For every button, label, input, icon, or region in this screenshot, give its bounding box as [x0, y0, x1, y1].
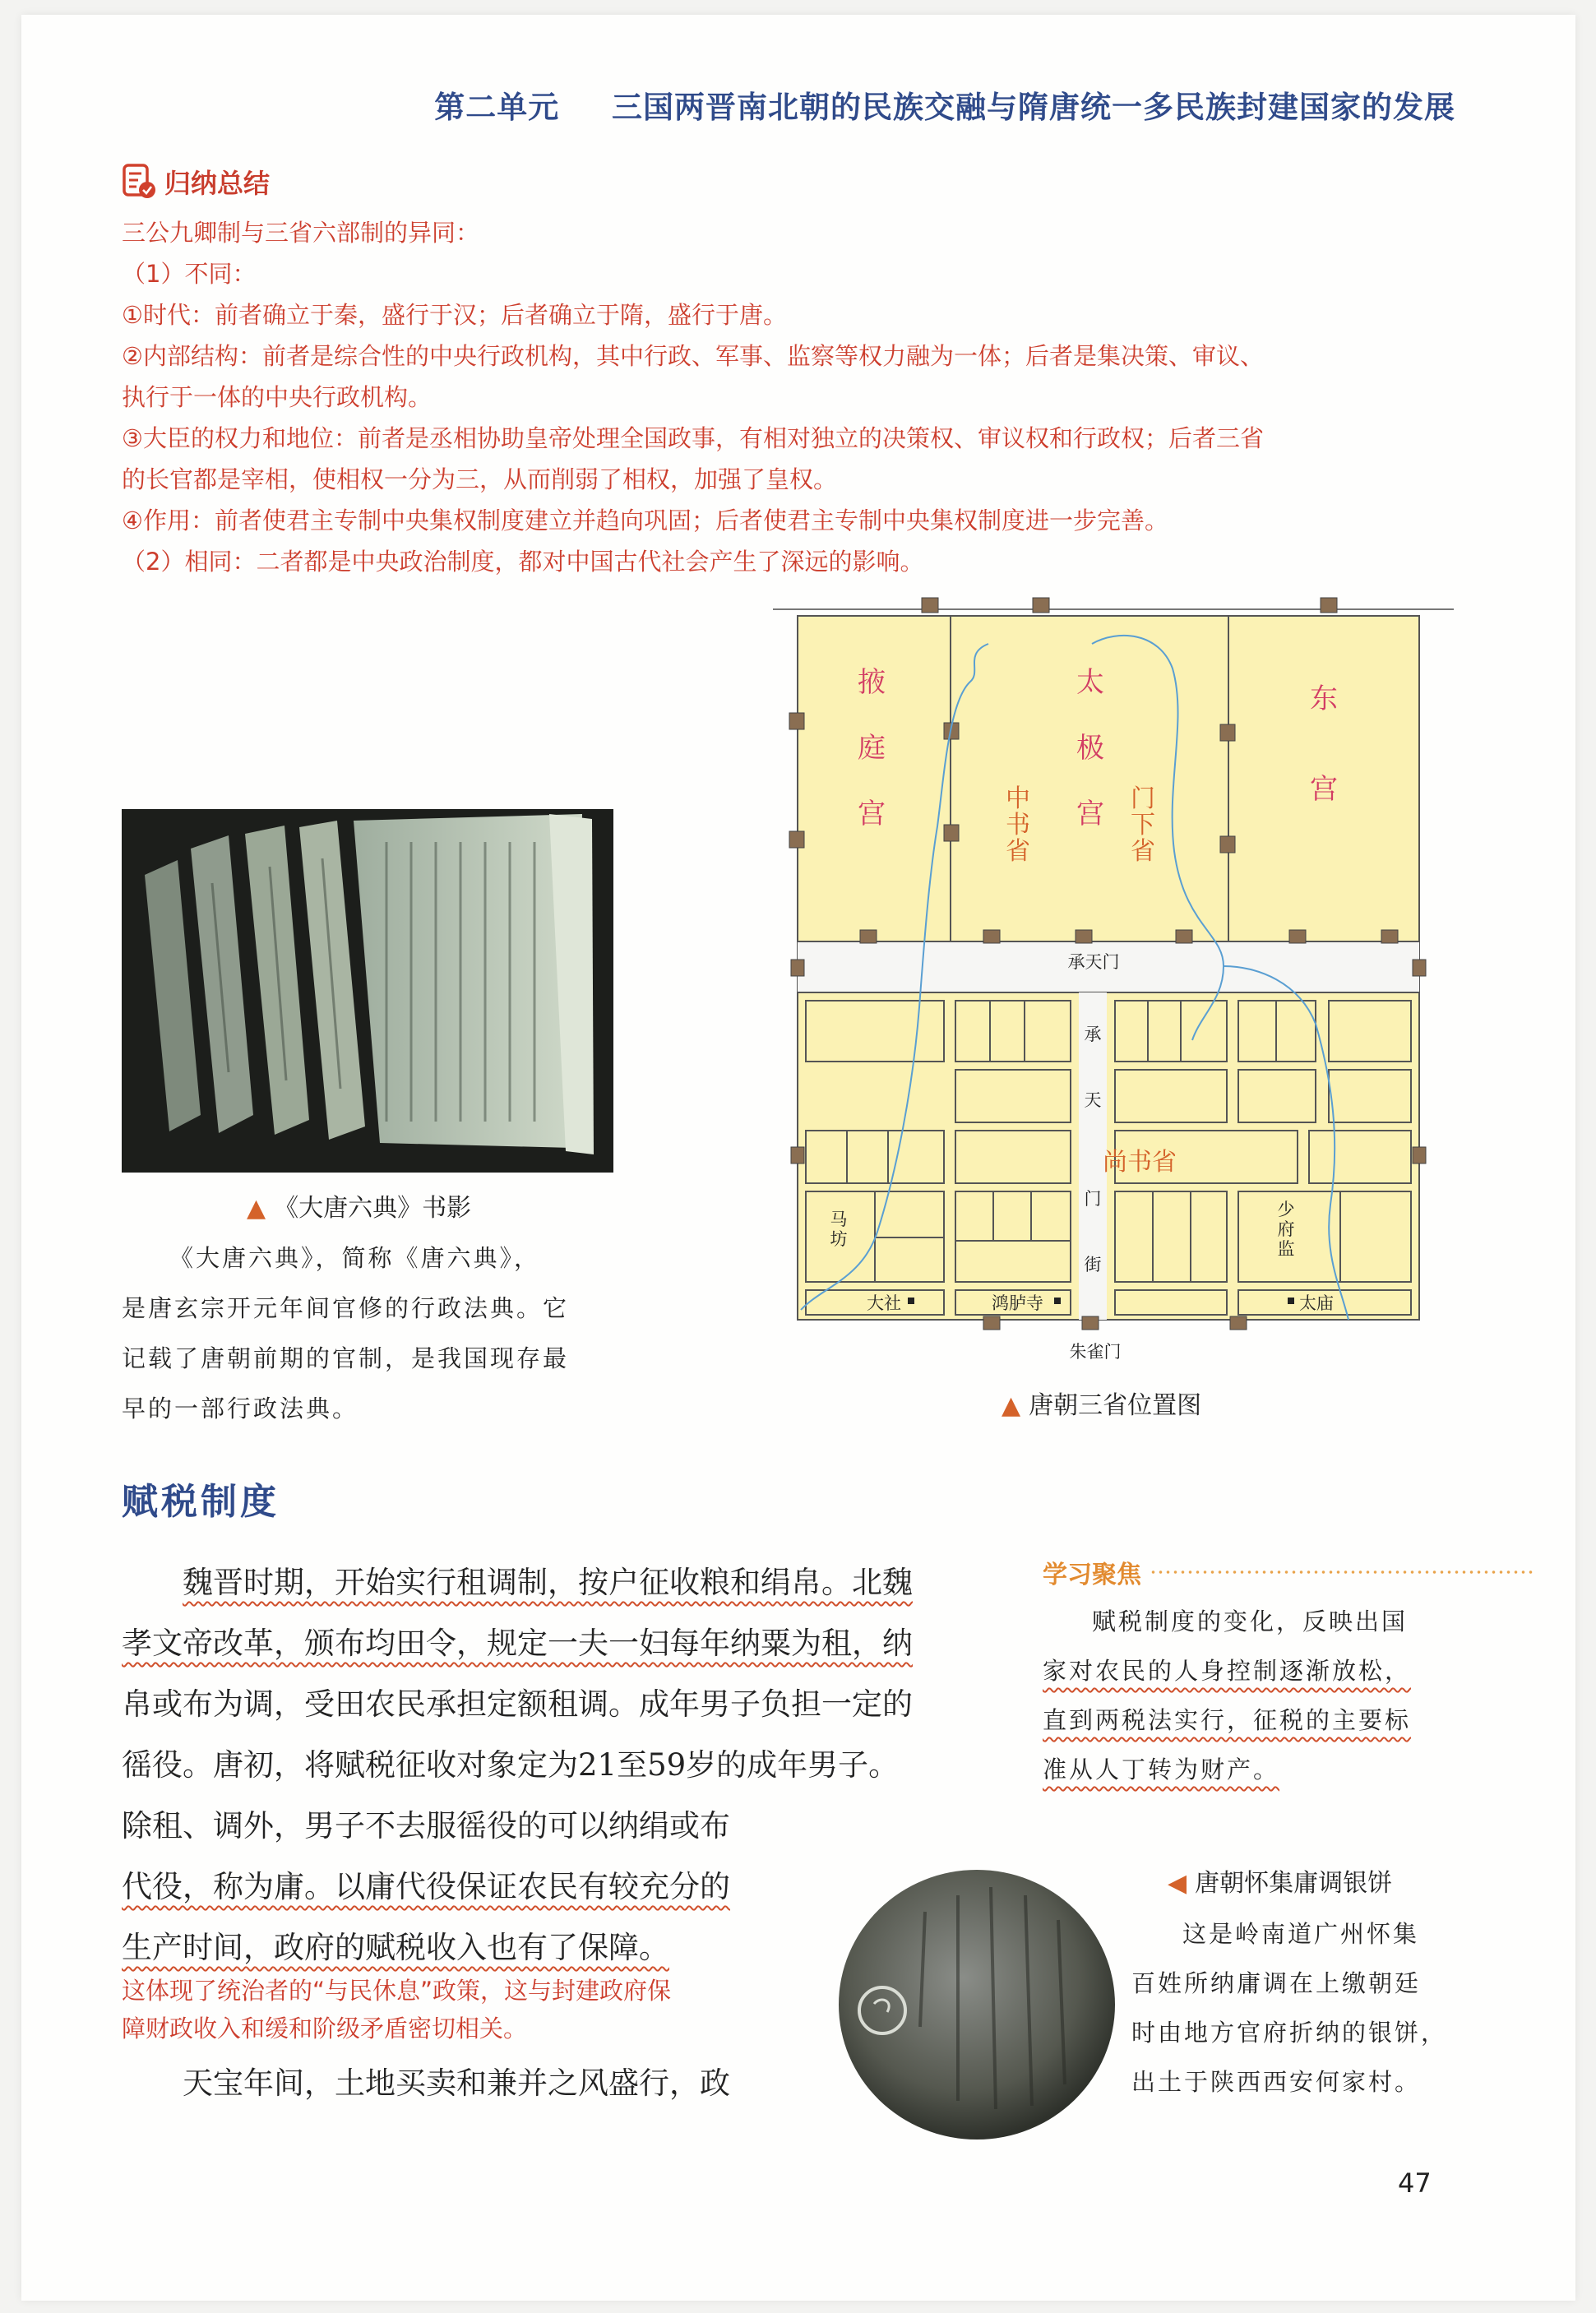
coin-description — [1131, 1909, 1460, 2107]
coin-desc-line: 百姓所纳庸调在上缴朝廷 — [1131, 1969, 1422, 1997]
body-line: 帛或布为调，受田农民承担定额租调。成年男子负担一定的 — [122, 1686, 913, 1722]
map-label-shaofu-1: 少 — [1277, 1200, 1295, 1219]
body-line: 魏晋时期，开始实行租调制，按户征收粮和绢帛。北魏 — [183, 1565, 913, 1600]
summary-line: （2）相同：二者都是中央政治制度，都对中国古代社会产生了深远的影响。 — [122, 548, 924, 576]
summary-line: ②内部结构：前者是综合性的中央行政机构，其中行政、军事、监察等权力融为一体；后者是集决策、审议、 — [122, 342, 1265, 370]
coin-desc-line: 时由地方官府折纳的银饼， — [1131, 2019, 1448, 2047]
map-label-zhongshu-3: 省 — [1006, 837, 1030, 866]
map-label-street-2: 天 — [1084, 1090, 1102, 1110]
section-body-wide — [122, 1552, 1003, 1796]
map-label-shaofu-2: 府 — [1277, 1219, 1295, 1239]
summary-line: （1）不同： — [122, 260, 257, 288]
section-body-p2 — [122, 2053, 796, 2114]
focus-line: 家对农民的人身控制逐渐放松， — [1043, 1657, 1412, 1685]
map-label-zhongshu-1: 中 — [1006, 784, 1030, 813]
coin-desc-line: 这是岭南道广州怀集 — [1182, 1920, 1420, 1948]
unit-label: 第二单元 — [434, 90, 560, 125]
map-label-yeting-1: 掖 — [858, 666, 886, 699]
caption-triangle-icon: ▲ — [247, 1194, 266, 1223]
caption-triangle-left-icon: ◀ — [1168, 1869, 1187, 1898]
three-departments-map — [773, 580, 1454, 1369]
map-label-zhuque: 朱雀门 — [1069, 1342, 1122, 1362]
body-line: 除租、调外，男子不去服徭役的可以纳绢或布 — [122, 1808, 730, 1843]
book-description — [122, 1233, 615, 1434]
body-line: 孝文帝改革，颁布均田令，规定一夫一妇每年纳粟为租，纳 — [122, 1626, 913, 1661]
map-label-shaofu-3: 监 — [1277, 1239, 1295, 1259]
map-label-street-3: 门 — [1084, 1189, 1102, 1209]
note-line: 障财政收入和缓和阶级矛盾密切相关。 — [122, 2015, 528, 2042]
focus-line: 准从人丁转为财产。 — [1043, 1756, 1280, 1783]
summary-line: ①时代：前者确立于秦，盛行于汉；后者确立于隋，盛行于唐。 — [122, 301, 787, 329]
map-label-yeting-2: 庭 — [858, 732, 886, 765]
focus-heading — [1043, 1554, 1536, 1590]
map-caption: ▲ 唐朝三省位置图 — [1002, 1391, 1202, 1420]
page-number: 47 — [1398, 2167, 1432, 2199]
body-line: 代役，称为庸。以庸代役保证农民有较充分的 — [122, 1869, 730, 1904]
section-title: 赋税制度 — [122, 1481, 280, 1523]
summary-line: 执行于一体的中央行政机构。 — [122, 383, 433, 411]
body-line: 徭役。唐初，将赋税征收对象定为21至59岁的成年男子。 — [122, 1747, 900, 1783]
map-label-donggong-2: 宫 — [1310, 773, 1338, 806]
map-label-mafang-1: 马 — [830, 1210, 848, 1229]
summary-notebook-icon — [120, 163, 158, 201]
body-line: 天宝年间，土地买卖和兼并之风盛行，政 — [183, 2066, 730, 2101]
teacher-note — [122, 1972, 796, 2047]
map-label-street-4: 街 — [1084, 1255, 1102, 1274]
desc-line: 早的一部行政法典。 — [122, 1395, 359, 1422]
caption-triangle-icon: ▲ — [1002, 1391, 1021, 1420]
map-label-zhongshu-2: 书 — [1006, 811, 1030, 840]
summary-line: 的长官都是宰相，使相权一分为三，从而削弱了相权，加强了皇权。 — [122, 465, 838, 493]
desc-line: 记载了唐朝前期的官制，是我国现存最 — [122, 1344, 570, 1372]
map-label-yeting-3: 宫 — [858, 798, 886, 830]
focus-line: 直到两税法实行，征税的主要标 — [1043, 1706, 1412, 1734]
map-label-taiji-1: 太 — [1076, 666, 1104, 699]
map-label-menxia-3: 省 — [1131, 837, 1155, 866]
focus-box — [1043, 1597, 1454, 1794]
focus-line: 赋税制度的变化，反映出国 — [1092, 1608, 1409, 1635]
summary-text — [122, 212, 1454, 582]
map-label-taiji-2: 极 — [1076, 732, 1104, 765]
map-label-taimiao: 太庙 — [1299, 1293, 1334, 1313]
coin-desc-line: 出土于陕西西安何家村。 — [1131, 2068, 1422, 2096]
body-line: 生产时间，政府的赋税收入也有了保障。 — [122, 1930, 669, 1965]
desc-line: 《大唐六典》，简称《唐六典》， — [169, 1244, 541, 1272]
map-label-taiji-3: 宫 — [1076, 798, 1104, 830]
book-caption: ▲ 《大唐六典》书影 — [247, 1194, 472, 1223]
map-label-donggong-1: 东 — [1310, 682, 1338, 715]
unit-title: 三国两晋南北朝的民族交融与隋唐统一多民族封建国家的发展 — [612, 90, 1455, 125]
focus-title: 学习聚焦 — [1043, 1561, 1141, 1589]
desc-line: 是唐玄宗开元年间官修的行政法典。它 — [122, 1294, 570, 1322]
note-line: 这体现了统治者的“与民休息”政策，这与封建政府保 — [122, 1977, 672, 2005]
map-label-honglusi: 鸿胪寺 — [992, 1293, 1043, 1313]
map-label-chengtian: 承天门 — [1067, 952, 1120, 972]
focus-dotted-divider — [1150, 1569, 1536, 1575]
silver-cake-photo — [835, 1862, 1119, 2147]
section-body-narrow — [122, 1796, 796, 1978]
map-label-menxia-2: 下 — [1131, 811, 1155, 840]
coin-caption: ◀ 唐朝怀集庸调银饼 — [1168, 1869, 1393, 1898]
summary-line: 三公九卿制与三省六部制的异同： — [122, 219, 480, 247]
map-label-street-1: 承 — [1084, 1025, 1102, 1044]
page-header — [386, 82, 1455, 127]
summary-heading — [120, 163, 270, 201]
map-label-dashe: 大社 — [867, 1293, 901, 1313]
map-label-menxia-1: 门 — [1131, 784, 1155, 813]
summary-title: 归纳总结 — [164, 168, 271, 199]
summary-line: ④作用：前者使君主专制中央集权制度建立并趋向巩固；后者使君主专制中央集权制度进一步完善。 — [122, 507, 1168, 534]
summary-line: ③大臣的权力和地位：前者是丞相协助皇帝处理全国政事，有相对独立的决策权、审议权和行政权；后者三省 — [122, 424, 1265, 452]
book-photo — [122, 809, 613, 1173]
map-label-shangshu: 尚书省 — [1103, 1148, 1177, 1177]
map-label-mafang-2: 坊 — [830, 1229, 848, 1249]
